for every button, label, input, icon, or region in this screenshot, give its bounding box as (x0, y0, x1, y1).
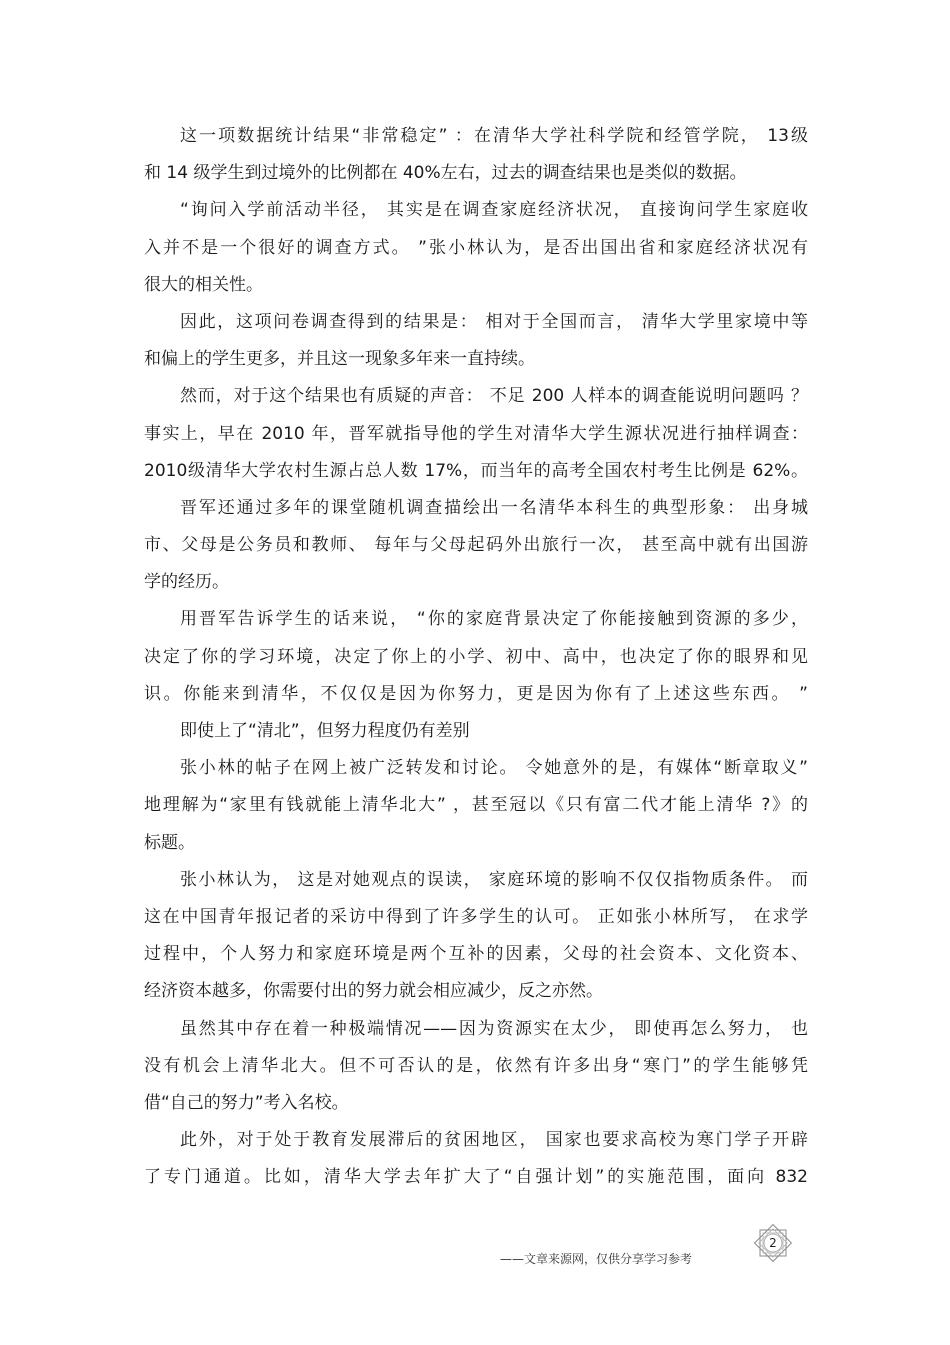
text-line: 即使上了“清北”，但努力程度仍有差别 (180, 721, 470, 741)
text-line: 很大的相关性。 (144, 274, 263, 295)
page-number: 2 (769, 1236, 777, 1250)
text-line: 识。你能来到清华，不仅仅是因为你努力，更是因为你有了上述这些东西。 ” (144, 683, 808, 704)
text-line: 晋军还通过多年的课堂随机调查描绘出一名清华本科生的典型形象： 出身城 (180, 497, 808, 518)
text-line: 学的经历。 (144, 572, 229, 593)
text-line: 此外，对于处于教育发展滞后的贫困地区， 国家也要求高校为寒门学子开辟 (180, 1130, 808, 1151)
text-line: “询问入学前活动半径， 其实是在调查家庭经济状况， 直接询问学生家庭收 (180, 200, 808, 221)
text-line: 然而，对于这个结果也有质疑的声音： 不足 200 人样本的调查能说明问题吗 ？ (180, 386, 808, 407)
text-line: 因此，这项问卷调查得到的结果是： 相对于全国而言， 清华大学里家境中等 (180, 311, 808, 332)
text-line: 和 14 级学生到过境外的比例都在 40%左右，过去的调查结果也是类似的数据。 (144, 163, 747, 184)
article-body (144, 118, 808, 1196)
text-line: 用晋军告诉学生的话来说， “你的家庭背景决定了你能接触到资源的多少， (180, 609, 808, 630)
text-line: 张小林认为， 这是对她观点的误读， 家庭环境的影响不仅仅指物质条件。 而 (180, 869, 808, 890)
text-line: 决定了你的学习环境，决定了你上的小学、初中、高中，也决定了你的眼界和见 (144, 646, 808, 667)
text-line: 地理解为“家里有钱就能上清华北大” ，甚至冠以《只有富二代才能上清华 ?》的 (144, 795, 808, 816)
text-line: 事实上，早在 2010 年，晋军就指导他的学生对清华大学生源状况进行抽样调查： (144, 423, 808, 444)
text-line: 这一项数据统计结果“非常稳定” ：在清华大学社科学院和经管学院， 13级 (180, 126, 808, 146)
text-line: 这在中国青年报记者的采访中得到了许多学生的认可。 正如张小林所写， 在求学 (144, 906, 808, 927)
text-line: 没有机会上清华北大。但不可否认的是，依然有许多出身“寒门”的学生能够凭 (144, 1055, 808, 1076)
text-line: 虽然其中存在着一种极端情况——因为资源实在太少， 即使再怎么努力， 也 (180, 1018, 808, 1039)
page-number-badge (748, 1220, 798, 1266)
text-line: 张小林的帖子在网上被广泛转发和讨论。 令她意外的是，有媒体“断章取义” (180, 758, 808, 779)
text-line: 2010级清华大学农村生源占总人数 17%，而当年的高考全国农村考生比例是 62%。 (144, 460, 808, 481)
text-line: 和偏上的学生更多，并且这一现象多年来一直持续。 (144, 349, 535, 370)
text-line: 过程中，个人努力和家庭环境是两个互补的因素，父母的社会资本、文化资本、 (144, 944, 808, 965)
text-line: 标题。 (144, 832, 195, 853)
text-line: 市、父母是公务员和教师、 每年与父母起码外出旅行一次， 甚至高中就有出国游 (144, 535, 808, 556)
footer-source-note: ——文章来源网，仅供分享学习参考 (500, 1252, 693, 1266)
text-line: 借“自己的努力”考入名校。 (144, 1092, 349, 1113)
text-line: 入并不是一个很好的调查方式。 ”张小林认为，是否出国出省和家庭经济状况有 (144, 237, 808, 258)
text-line: 了专门通道。比如，清华大学去年扩大了“自强计划”的实施范围，面向 832 (144, 1167, 808, 1188)
text-line: 经济资本越多，你需要付出的努力就会相应减少，反之亦然。 (144, 981, 603, 1002)
